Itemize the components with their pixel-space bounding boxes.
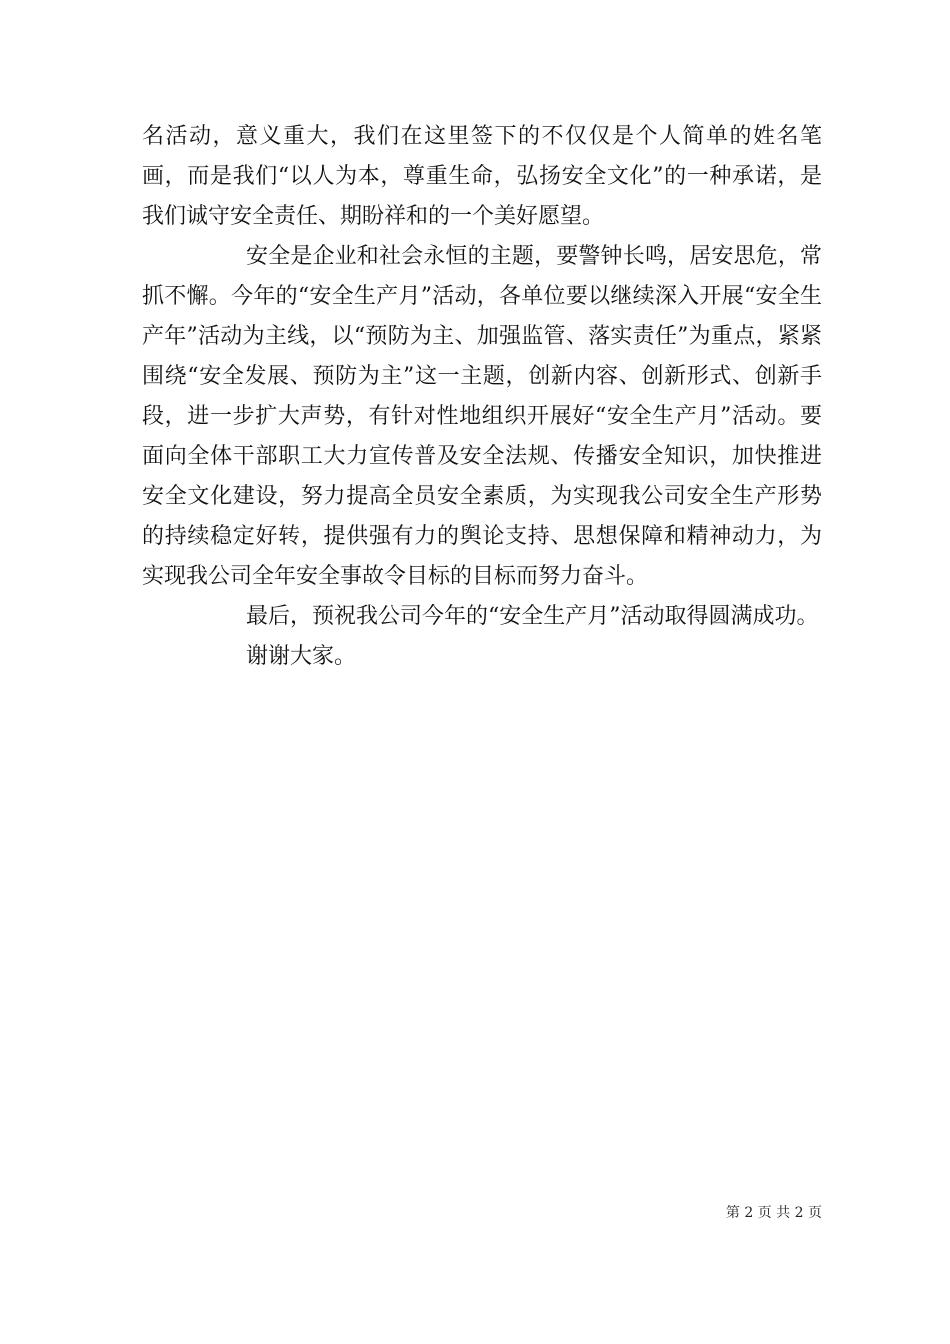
paragraph-continued: 名活动，意义重大，我们在这里签下的不仅仅是个人简单的姓名笔画，而是我们“以人为本，尊重生命，弘扬安全文化”的一种承诺，是我们诚守安全责任、期盼祥和的一个美好愿望。 bbox=[142, 124, 822, 229]
page-number-footer: 第 2 页 共 2 页 bbox=[725, 1205, 822, 1221]
paragraph-thanks: 谢谢大家。 bbox=[246, 644, 357, 669]
paragraph-closing-wish: 最后，预祝我公司今年的“安全生产月”活动取得圆满成功。 bbox=[246, 604, 819, 629]
document-body bbox=[142, 117, 822, 677]
paragraph-safety-theme: 安全是企业和社会永恒的主题，要警钟长鸣，居安思危，常抓不懈。今年的“安全生产月”活动，各单位要以继续深入开展“安全生产年”活动为主线，以“预防为主、加强监管、落实责任”为重点，紧紧围绕“安全发展、预防为主”这一主题，创新内容、创新形式、创新手段，进一步扩大声势，有针对性地组织开展好“安全生产月”活动。要面向全体干部职工大力宣传普及安全法规、传播安全知识，加快推进安全文化建设，努力提高全员安全素质，为实现我公司安全生产形势的持续稳定好转，提供强有力的舆论支持、思想保障和精神动力，为实现我公司全年安全事故令目标的目标而努力奋斗。 bbox=[142, 244, 822, 589]
